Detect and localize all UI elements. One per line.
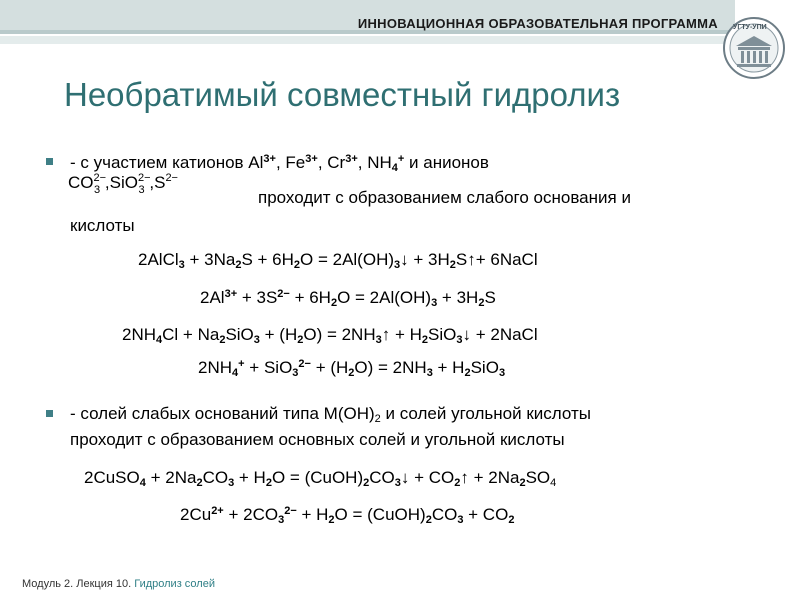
equation-3: $2NH_4Cl + Na_2SiO_3 + (H_2O)$ = $2NH_3↑$ + $H_2SiO_3↓$ + 2NaCl bbox=[122, 325, 538, 346]
equation-2: $2Al^{3+} + 3S^{2-} + 6H_2O = 2Al(OH)_3 + 3H_2S$ bbox=[200, 288, 496, 309]
equation-6: $2Cu^{2+} + 2CO_3^{2-} + H_2O$ = $(CuOH)_2CO_3 + CO_2$ bbox=[180, 505, 515, 526]
equation-5: 2CuSO$_4$ + $2Na_2CO_3 + H_2O$ = $(CuOH)_2CO_3↓$ + $CO_2↑ + 2Na_2SO_4$ bbox=[84, 468, 557, 489]
footer-caption: Модуль 2. Лекция 10. Гидролиз солей bbox=[22, 578, 215, 590]
equation-4: $2NH_4^+ + SiO_3^{2-} + (H_2O) = 2NH_3 + H_2SiO_3$ bbox=[198, 358, 506, 379]
section1-line1: - с участием катионов $Al^{3+}$, $Fe^{3+}$, $Cr^{3+}$, $NH_4^+$ и анионов bbox=[70, 153, 489, 174]
section1-line2: проходит с образованием слабого основания и bbox=[258, 188, 631, 207]
program-label: ИННОВАЦИОННАЯ ОБРАЗОВАТЕЛЬНАЯ ПРОГРАММА bbox=[357, 16, 718, 31]
section2-line2: проходит с образованием основных солей и угольной кислоты bbox=[70, 430, 565, 449]
anion-formulas: $CO^{2-}_3$ ,SiO$^{2-}_3$ $,S^{2-}$ bbox=[68, 172, 178, 196]
section1-line3: кислоты bbox=[70, 216, 135, 235]
header-stripe-light bbox=[0, 36, 735, 44]
section2-line1: - солей слабых оснований типа $M(OH)_2$ и солей угольной кислоты bbox=[70, 404, 591, 425]
equation-1: 2AlCl$_3$ + $3Na_2S + 6H_2O$ = $2Al(OH)_3↓$ + $3H_2S↑+$ 6NaCl bbox=[138, 250, 538, 271]
logo-text: УГТУ-УПИ bbox=[733, 24, 767, 31]
page-title: Необратимый совместный гидролиз bbox=[64, 76, 621, 113]
bullet-1 bbox=[46, 158, 53, 165]
bullet-2 bbox=[46, 410, 53, 417]
